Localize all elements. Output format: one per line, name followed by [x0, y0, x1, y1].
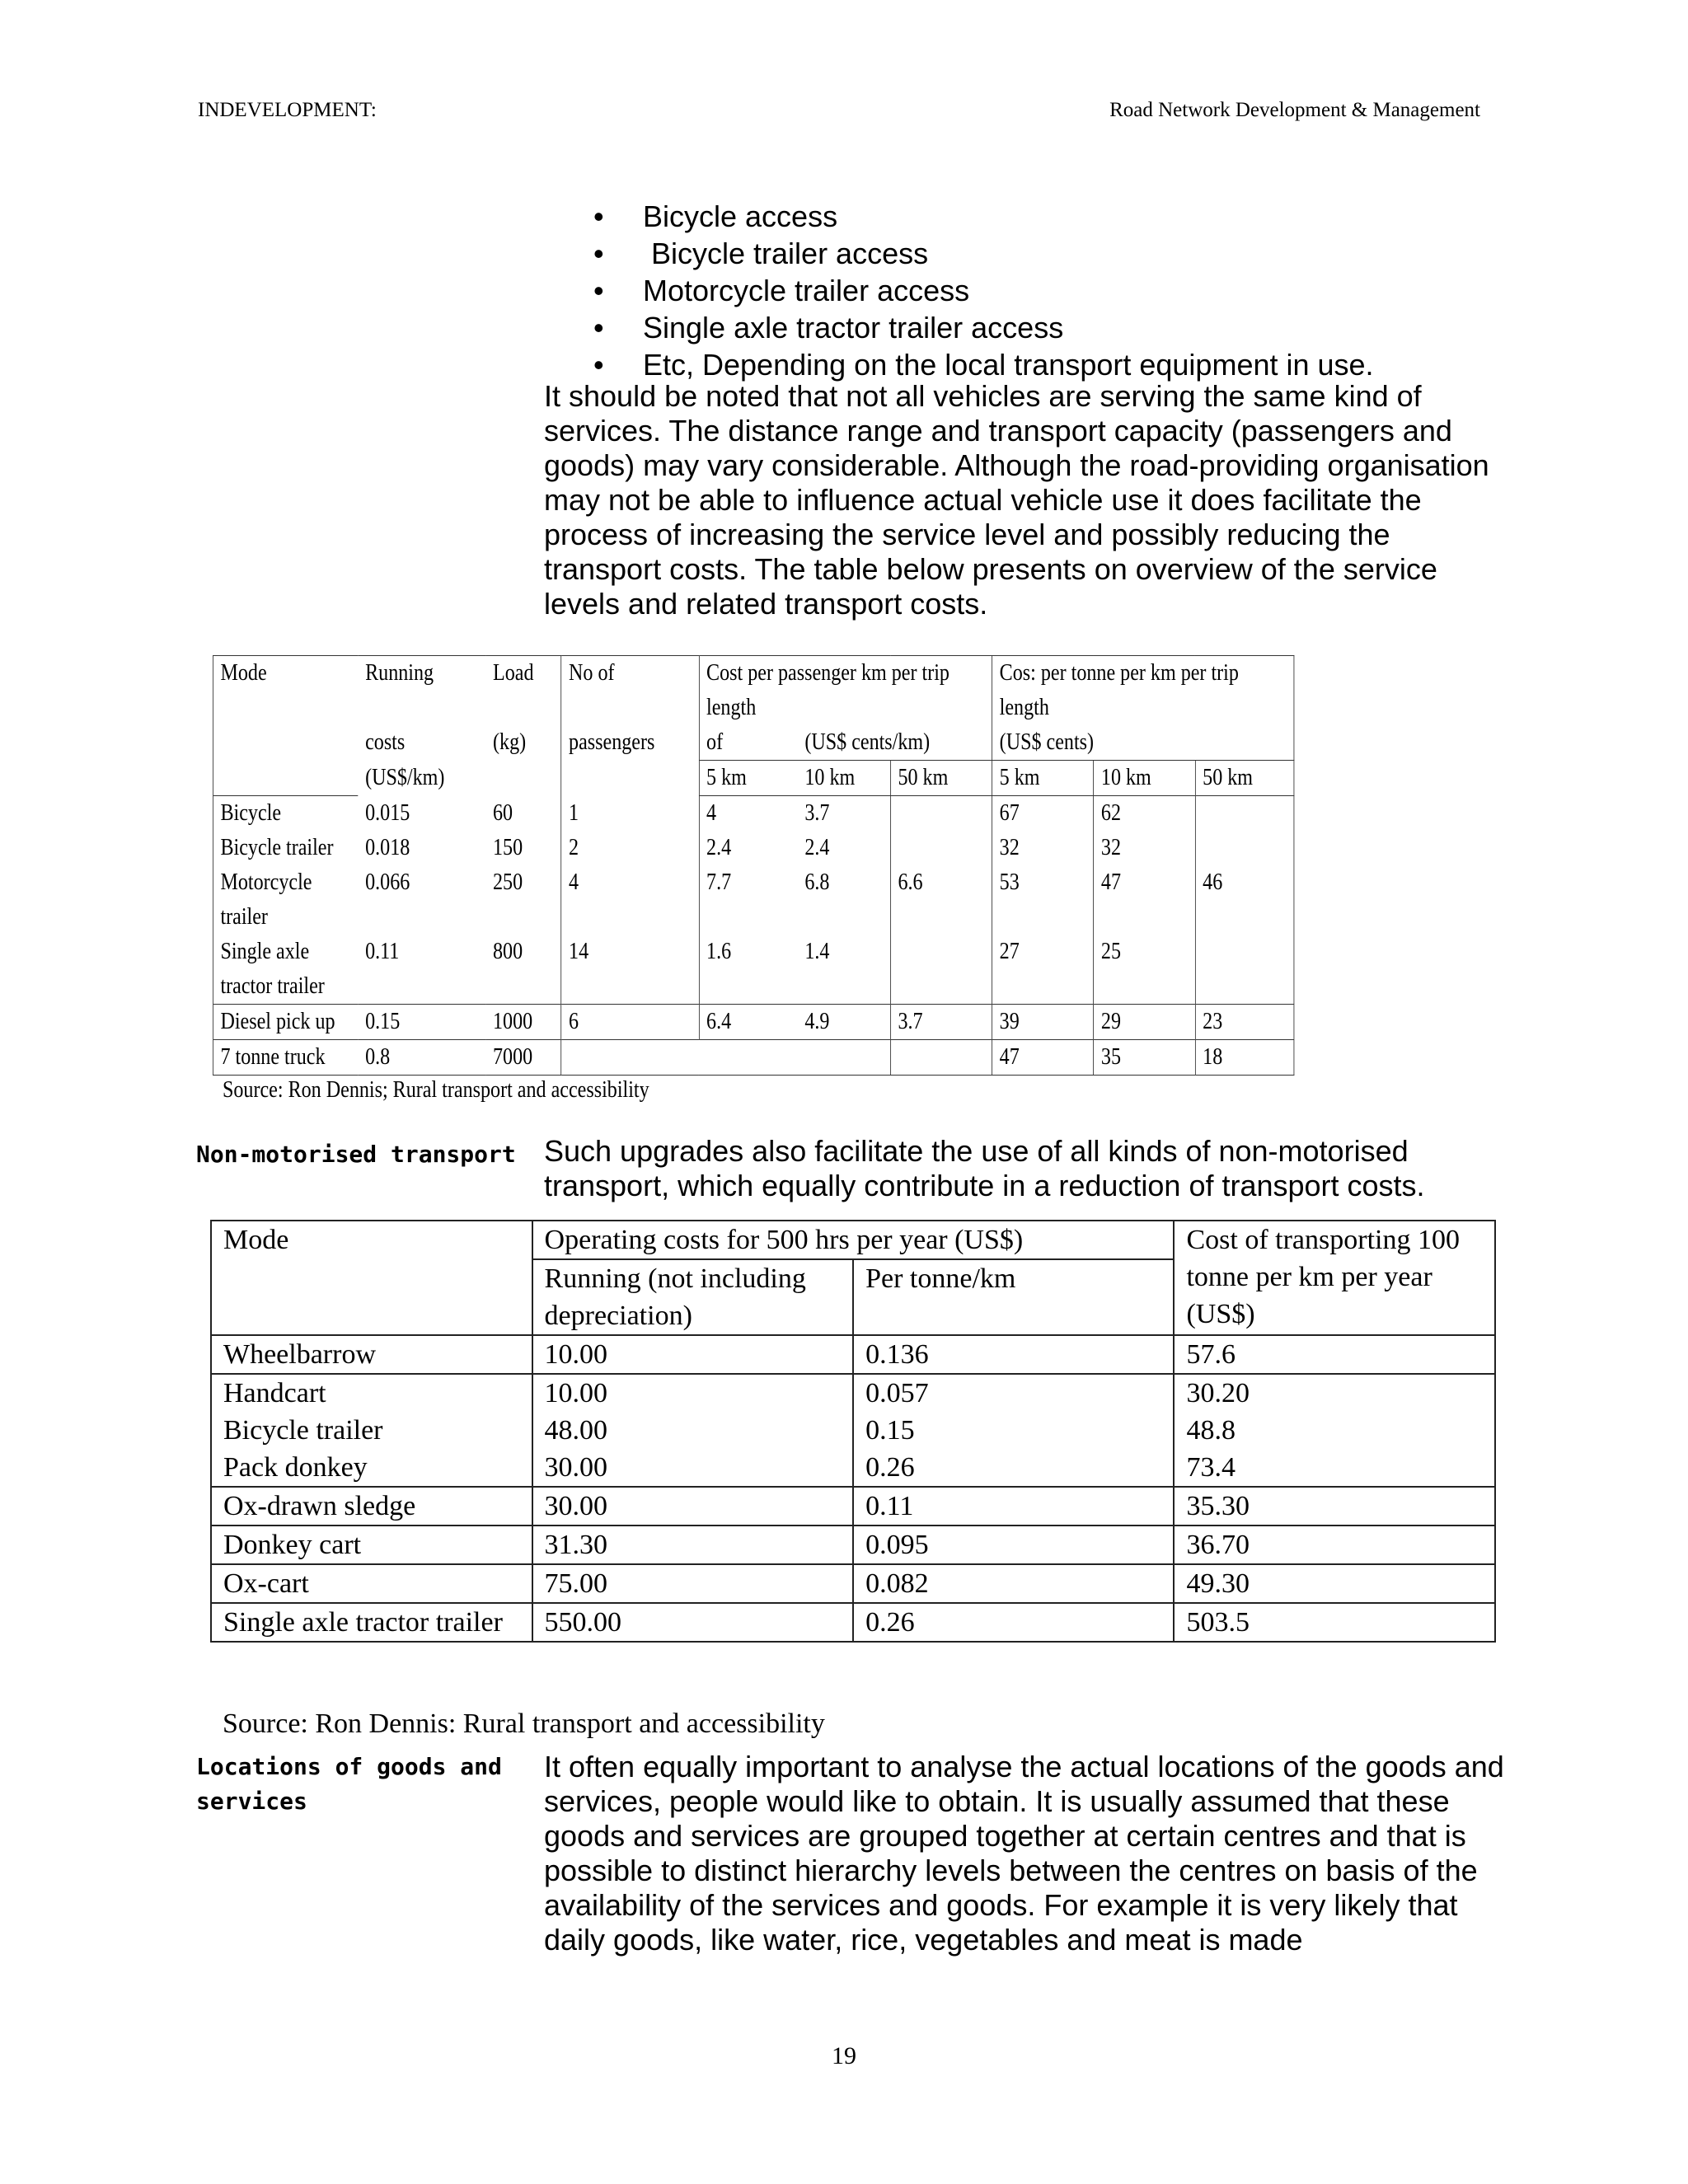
col-header-running: Running (not including depreciation) — [532, 1259, 854, 1335]
col-header-cost-per-passenger: Cost per passenger km per trip length — [699, 656, 992, 726]
bullet-icon: • — [593, 274, 604, 307]
bullet-icon: • — [593, 348, 604, 382]
col-header-mode: Mode — [211, 1221, 532, 1335]
intro-paragraph: It should be noted that not all vehicles are serving the same kind of services. The distance range and transport capacity (passengers and goods) may vary considerable. Although the road-providing organisation may not be able to influence actual vehicle use it does facilitate the process of increasing the service level and possibly reducing the transport costs. The table below presents on overview of the service levels and related transport costs. — [544, 379, 1489, 621]
bullet-item: • Etc, Depending on the local transport equipment in use. — [593, 348, 1374, 382]
table-row: Bicycle 0.015 60 1 4 3.7 67 62 — [213, 796, 1294, 832]
table-header-row — [213, 656, 1294, 726]
col-header-mode: Mode — [213, 656, 358, 726]
col-header-running: Running — [358, 656, 485, 726]
non-motorised-paragraph: Such upgrades also facilitate the use of all kinds of non-motorised transport, which equally contribute in a reduction of transport costs. — [544, 1134, 1425, 1202]
col-header-load: Load — [485, 656, 561, 726]
table-row: Single axle tractor trailer 0.11 800 14 1.6 1.4 27 25 — [213, 935, 1294, 1005]
table-header-row: (US$/km) 5 km 10 km 50 km 5 km 10 km 50 km — [213, 761, 1294, 796]
non-motorised-cost-table — [210, 1220, 1496, 1643]
bullet-item: • Bicycle trailer access — [593, 237, 929, 270]
side-label-non-motorised: Non-motorised transport — [196, 1141, 516, 1168]
header-left: INDEVELOPMENT: — [198, 99, 377, 121]
col-header-operating: Operating costs for 500 hrs per year (US$) — [532, 1221, 1175, 1259]
table-row: Donkey cart 31.30 0.095 36.70 — [211, 1526, 1495, 1564]
header-right: Road Network Development & Management — [1109, 99, 1480, 121]
table1-source: Source: Ron Dennis; Rural transport and accessibility — [223, 1077, 649, 1103]
bullet-item: • Single axle tractor trailer access — [593, 311, 1064, 344]
bullet-icon: • — [593, 237, 604, 270]
bullet-icon: • — [593, 311, 604, 344]
table-row: Diesel pick up 0.15 1000 6 6.4 4.9 3.7 39 29 23 — [213, 1005, 1294, 1040]
table-row: 7 tonne truck 0.8 7000 47 35 18 — [213, 1040, 1294, 1076]
col-header-passengers: No of — [561, 656, 699, 726]
table2-source: Source: Ron Dennis: Rural transport and accessibility — [223, 1708, 825, 1739]
table-row: Motorcycle trailer 0.066 250 4 7.7 6.8 6.6 53 47 46 — [213, 865, 1294, 935]
bullet-icon: • — [593, 199, 604, 233]
table-row: Handcart 10.00 0.057 30.20 — [211, 1374, 1495, 1412]
table-header-row — [211, 1221, 1495, 1259]
locations-paragraph: It often equally important to analyse the actual locations of the goods and services, people would like to obtain. It is usually assumed that these goods and services are grouped together at certain centres and that is possible to distinct hierarchy levels between the centres on basis of the availability of the services and goods. For example it is very likely that daily goods, like water, rice, vegetables and meat is made — [544, 1750, 1504, 1957]
access-bullet-list — [593, 198, 1374, 383]
table-row: Ox-drawn sledge 30.00 0.11 35.30 — [211, 1487, 1495, 1526]
table-row: Pack donkey 30.00 0.26 73.4 — [211, 1449, 1495, 1487]
bullet-item: • Bicycle access — [593, 199, 838, 233]
table-header-row: costs (kg) passengers of (US$ cents/km) (US$ cents) — [213, 725, 1294, 761]
table-row: Wheelbarrow 10.00 0.136 57.6 — [211, 1335, 1495, 1374]
side-label-locations: Locations of goods and services — [196, 1753, 502, 1815]
col-header-cost-per-tonne: Cos: per tonne per km per trip length — [992, 656, 1294, 726]
col-header-per-tonne: Per tonne/km — [853, 1259, 1174, 1335]
col-header-cost: Cost of transporting 100 tonne per km per year (US$) — [1174, 1221, 1495, 1335]
bullet-item: • Motorcycle trailer access — [593, 274, 970, 307]
page-number: 19 — [832, 2042, 856, 2069]
table-row: Bicycle trailer 0.018 150 2 2.4 2.4 32 32 — [213, 831, 1294, 865]
service-level-cost-table — [213, 655, 1294, 1076]
table-row: Bicycle trailer 48.00 0.15 48.8 — [211, 1412, 1495, 1449]
table-row: Single axle tractor trailer 550.00 0.26 503.5 — [211, 1603, 1495, 1642]
table-row: Ox-cart 75.00 0.082 49.30 — [211, 1564, 1495, 1603]
